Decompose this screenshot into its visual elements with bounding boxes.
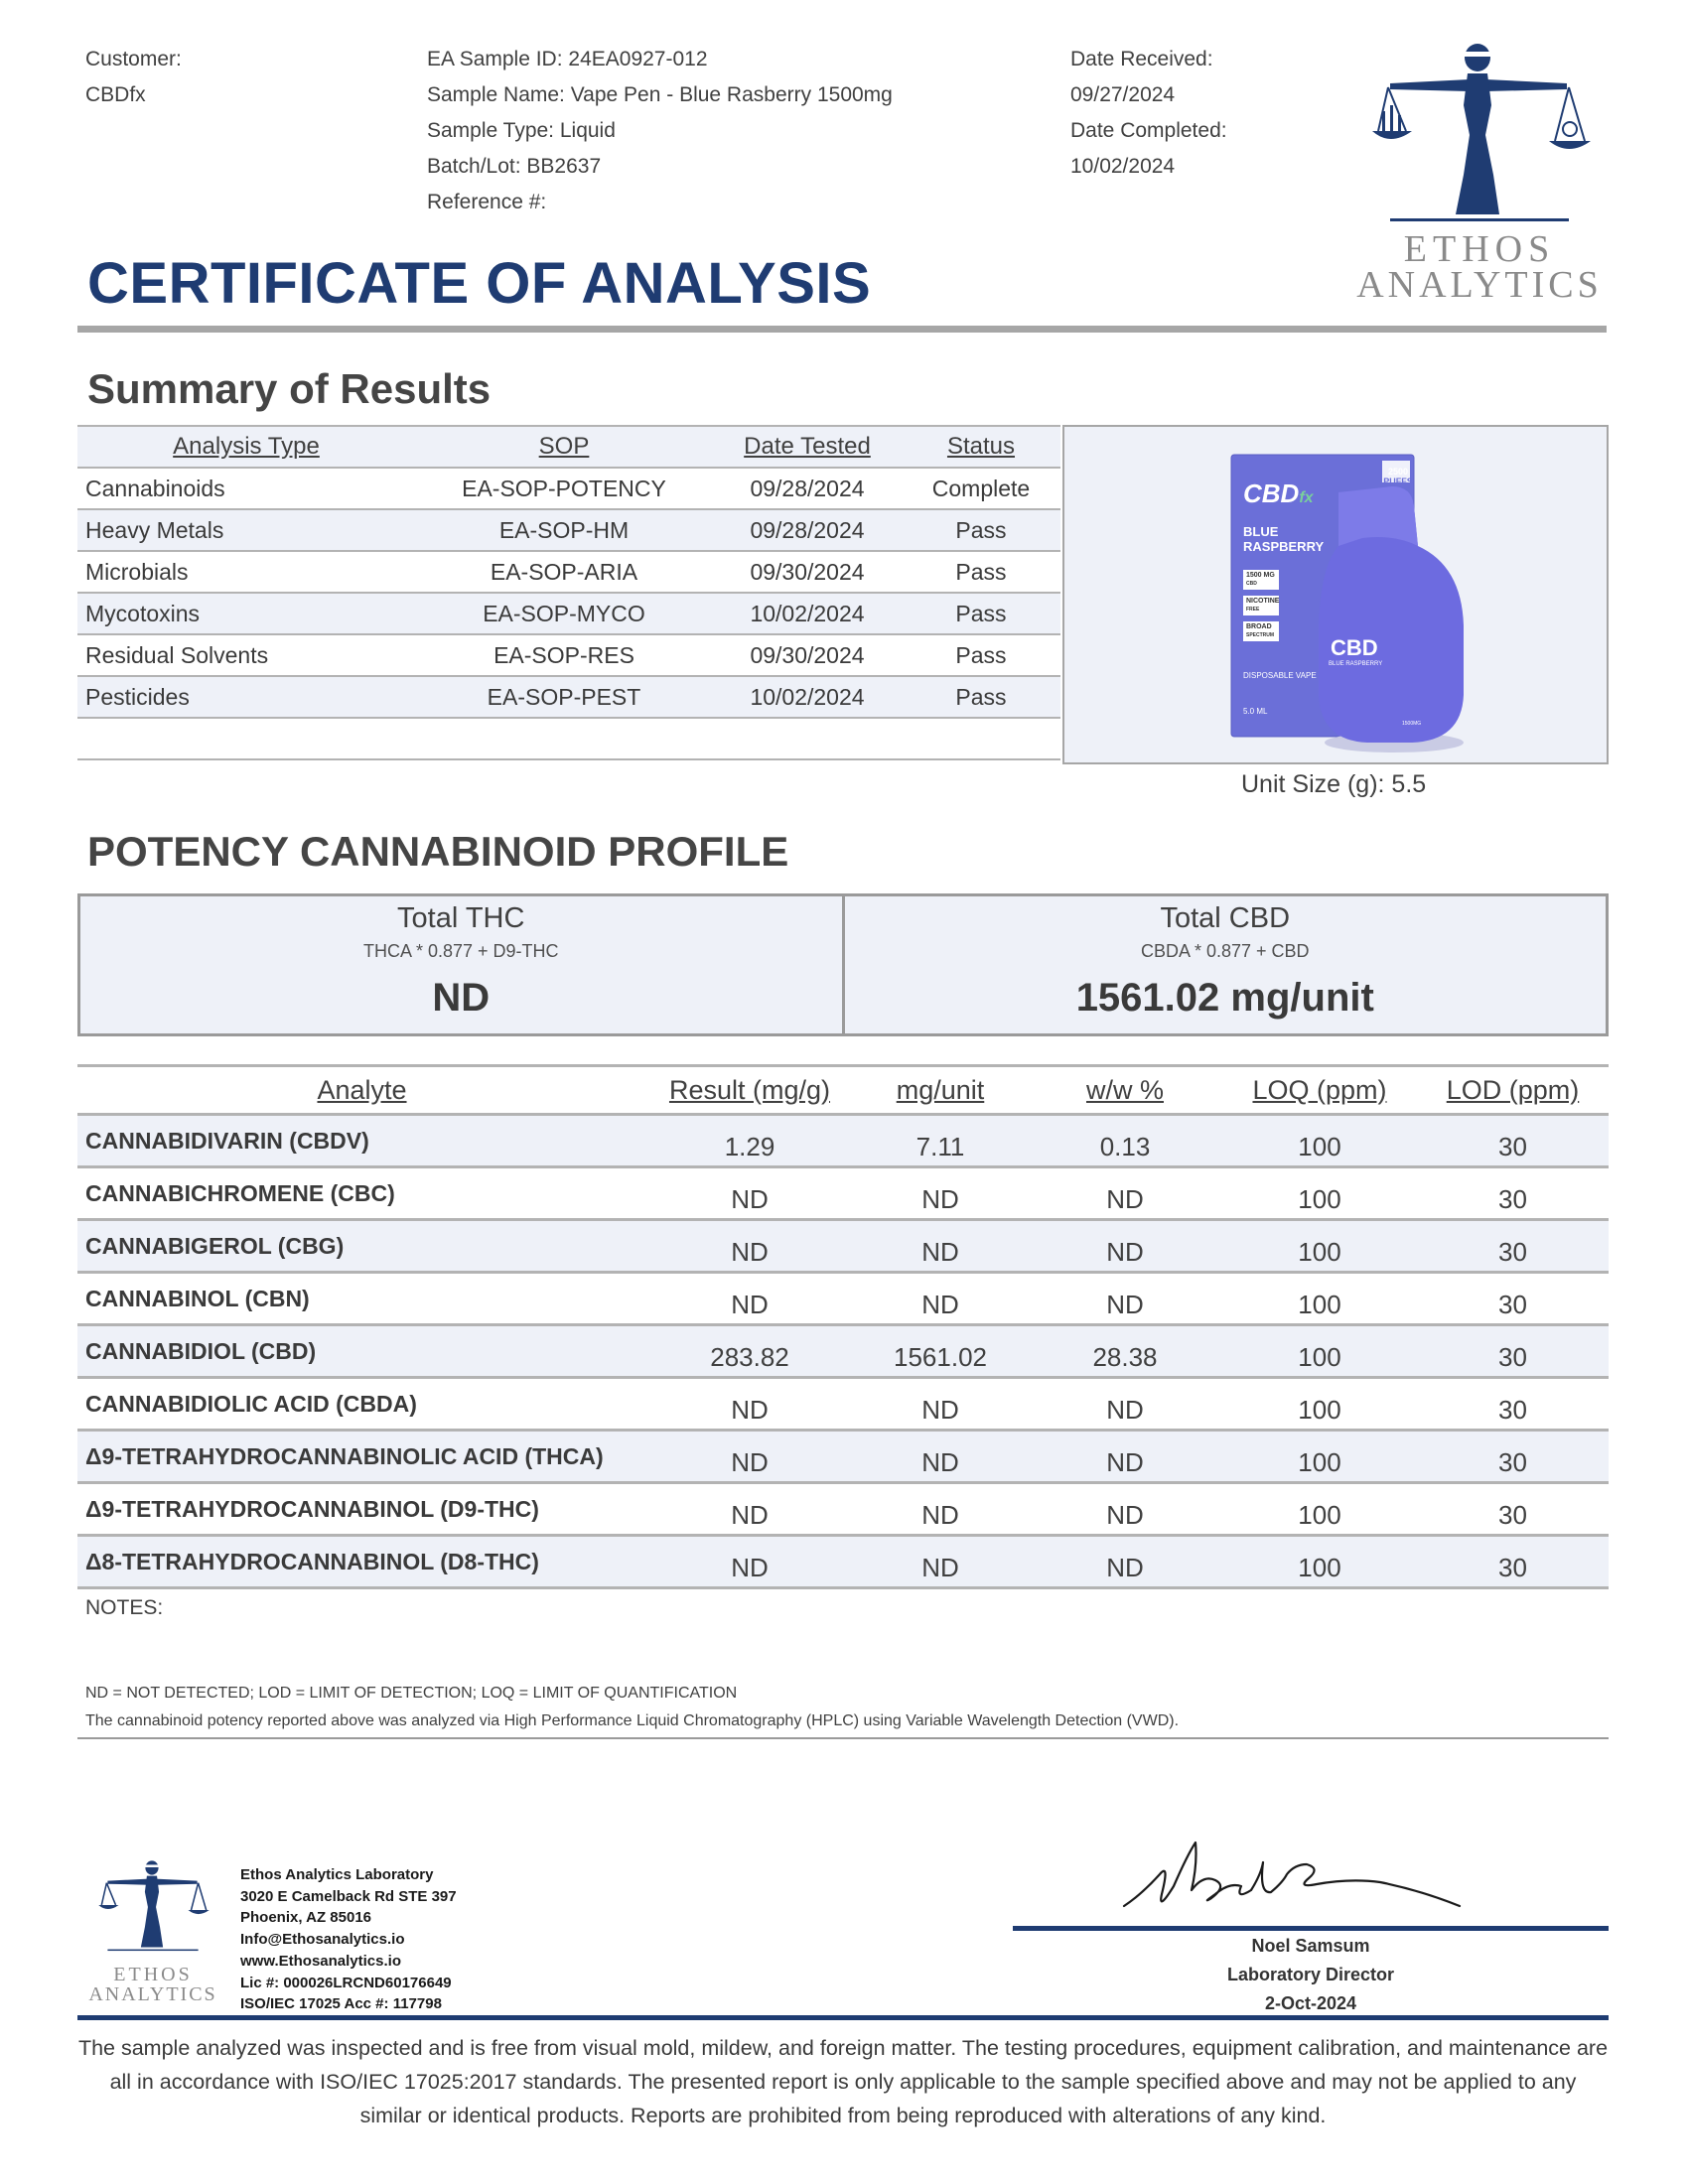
analyte-name: CANNABIGEROL (CBG) bbox=[85, 1232, 345, 1259]
footer-logo-ethos: ETHOS bbox=[113, 1964, 193, 1985]
lod-cell: 30 bbox=[1498, 1552, 1527, 1582]
result-cell: 1.29 bbox=[724, 1131, 775, 1161]
analyte-name: CANNABIDIOL (CBD) bbox=[85, 1337, 317, 1364]
logo-text-ethos: ETHOS bbox=[1403, 228, 1556, 270]
sample-id: EA Sample ID: 24EA0927-012 bbox=[427, 48, 708, 70]
summary-row bbox=[77, 635, 1060, 677]
lod-cell: 30 bbox=[1498, 1131, 1527, 1161]
result-cell: ND bbox=[731, 1236, 769, 1267]
analyte-name: Δ9-TETRAHYDROCANNABINOL (D9-THC) bbox=[85, 1495, 539, 1522]
product-tags: 1500 MG CBD NICOTINE FREE BROAD SPECTRUM bbox=[1243, 570, 1279, 641]
loq-cell: 100 bbox=[1298, 1446, 1341, 1477]
total-thc-cell bbox=[80, 896, 842, 1033]
footer-logo-analytics: ANALYTICS bbox=[88, 1983, 217, 2005]
summary-heading: Summary of Results bbox=[87, 365, 492, 412]
signer-date: 2-Oct-2024 bbox=[1264, 1993, 1357, 2013]
sample-name: Sample Name: Vape Pen - Blue Rasberry 1500mg bbox=[427, 83, 893, 106]
total-cbd-value: 1561.02 mg/unit bbox=[1075, 976, 1374, 1020]
date-tested-cell: 09/30/2024 bbox=[750, 558, 865, 585]
total-cbd-cell bbox=[842, 896, 1607, 1033]
lod-cell: 30 bbox=[1498, 1183, 1527, 1214]
col-lod: LOD (ppm) bbox=[1446, 1074, 1580, 1105]
mg-unit-cell: 1561.02 bbox=[894, 1341, 987, 1372]
loq-cell: 100 bbox=[1298, 1394, 1341, 1425]
product-flavor: BLUE RASPBERRY bbox=[1243, 524, 1325, 554]
product-brand: CBDfx bbox=[1243, 478, 1314, 508]
summary-blank-row bbox=[77, 719, 1060, 760]
col-loq: LOQ (ppm) bbox=[1252, 1074, 1387, 1105]
analyte-row bbox=[77, 1221, 1609, 1274]
analyte-row bbox=[77, 1274, 1609, 1326]
mg-unit-cell: ND bbox=[921, 1552, 959, 1582]
analyte-name: CANNABIDIOLIC ACID (CBDA) bbox=[85, 1390, 417, 1417]
sample-block bbox=[427, 42, 893, 220]
result-cell: ND bbox=[731, 1394, 769, 1425]
unit-size: Unit Size (g): 5.5 bbox=[1241, 770, 1427, 798]
date-received-label: Date Received: bbox=[1070, 48, 1213, 70]
lod-cell: 30 bbox=[1498, 1394, 1527, 1425]
mg-unit-cell: ND bbox=[921, 1499, 959, 1530]
notes-label: NOTES: bbox=[85, 1596, 164, 1619]
device-mg: 1500MG bbox=[1402, 721, 1422, 727]
col-analyte: Analyte bbox=[317, 1074, 407, 1105]
result-cell: ND bbox=[731, 1289, 769, 1319]
lod-cell: 30 bbox=[1498, 1446, 1527, 1477]
customer-block bbox=[85, 42, 182, 113]
total-thc-value: ND bbox=[432, 976, 491, 1020]
col-ww-percent: w/w % bbox=[1085, 1074, 1164, 1105]
lod-cell: 30 bbox=[1498, 1289, 1527, 1319]
vape-product-illustration bbox=[1064, 427, 1607, 762]
ww-cell: ND bbox=[1106, 1446, 1144, 1477]
potency-totals bbox=[77, 893, 1609, 1036]
status-cell: Pass bbox=[955, 558, 1007, 585]
sop-cell: EA-SOP-POTENCY bbox=[462, 475, 666, 501]
analyte-header-row bbox=[77, 1064, 1609, 1116]
status-cell: Pass bbox=[955, 641, 1007, 668]
lab-website[interactable]: www.Ethosanalytics.io bbox=[240, 1952, 401, 1970]
footnote-method: The cannabinoid potency reported above was analyzed via High Performance Liquid Chromatography (HPLC) using Variable Wavelength Detection (VWD). bbox=[85, 1712, 1180, 1729]
lab-license: Lic #: 000026LRCND60176649 bbox=[240, 1974, 452, 1991]
status-cell: Complete bbox=[931, 475, 1031, 501]
mg-unit-cell: ND bbox=[921, 1394, 959, 1425]
analyte-row bbox=[77, 1116, 1609, 1168]
signature-line bbox=[1013, 1926, 1609, 1931]
reference-number: Reference #: bbox=[427, 191, 547, 213]
footnote-abbreviations: ND = NOT DETECTED; LOD = LIMIT OF DETECTION; LOQ = LIMIT OF QUANTIFICATION bbox=[85, 1685, 738, 1702]
lab-address-2: Phoenix, AZ 85016 bbox=[240, 1909, 371, 1927]
ww-cell: 0.13 bbox=[1099, 1131, 1151, 1161]
analysis-type-cell: Pesticides bbox=[85, 683, 190, 710]
analysis-type-cell: Cannabinoids bbox=[85, 475, 225, 501]
result-cell: ND bbox=[731, 1499, 769, 1530]
signature bbox=[1112, 1835, 1470, 1924]
col-analysis-type: Analysis Type bbox=[173, 433, 320, 460]
analyte-name: Δ9-TETRAHYDROCANNABINOLIC ACID (THCA) bbox=[85, 1442, 604, 1469]
ww-cell: ND bbox=[1106, 1394, 1144, 1425]
analyte-row bbox=[77, 1484, 1609, 1537]
total-cbd-formula: CBDA * 0.877 + CBD bbox=[1140, 941, 1310, 961]
notes-divider bbox=[77, 1737, 1609, 1739]
loq-cell: 100 bbox=[1298, 1499, 1341, 1530]
mg-unit-cell: ND bbox=[921, 1236, 959, 1267]
page-title: CERTIFICATE OF ANALYSIS bbox=[87, 251, 872, 316]
signer-block bbox=[1013, 1932, 1609, 2018]
analyte-name: CANNABICHROMENE (CBC) bbox=[85, 1179, 395, 1206]
analyte-row bbox=[77, 1537, 1609, 1589]
summary-header-row bbox=[77, 425, 1060, 469]
product-image bbox=[1062, 425, 1609, 764]
footer-divider bbox=[77, 2015, 1609, 2020]
signature-scribble bbox=[1112, 1835, 1470, 1924]
date-tested-cell: 10/02/2024 bbox=[750, 600, 865, 626]
date-received: 09/27/2024 bbox=[1070, 83, 1176, 106]
logo-text-analytics: ANALYTICS bbox=[1356, 264, 1603, 306]
loq-cell: 100 bbox=[1298, 1341, 1341, 1372]
ww-cell: ND bbox=[1106, 1499, 1144, 1530]
ww-cell: ND bbox=[1106, 1183, 1144, 1214]
lab-iso: ISO/IEC 17025 Acc #: 117798 bbox=[240, 1995, 442, 2013]
date-tested-cell: 09/28/2024 bbox=[750, 516, 865, 543]
potency-heading: POTENCY CANNABINOID PROFILE bbox=[87, 828, 789, 875]
lab-contact bbox=[240, 1864, 457, 2015]
sop-cell: EA-SOP-ARIA bbox=[490, 558, 638, 585]
analyte-name: Δ8-TETRAHYDROCANNABINOL (D8-THC) bbox=[85, 1548, 539, 1574]
summary-table bbox=[77, 425, 1060, 760]
product-volume: 5.0 ML bbox=[1243, 707, 1268, 716]
lod-cell: 30 bbox=[1498, 1499, 1527, 1530]
sop-cell: EA-SOP-RES bbox=[493, 641, 634, 668]
loq-cell: 100 bbox=[1298, 1236, 1341, 1267]
status-cell: Pass bbox=[955, 683, 1007, 710]
loq-cell: 100 bbox=[1298, 1552, 1341, 1582]
loq-cell: 100 bbox=[1298, 1289, 1341, 1319]
product-type: DISPOSABLE VAPE bbox=[1243, 671, 1317, 680]
signer-title: Laboratory Director bbox=[1226, 1965, 1395, 1984]
title-divider bbox=[77, 326, 1607, 333]
col-sop: SOP bbox=[538, 433, 590, 460]
sop-cell: EA-SOP-PEST bbox=[487, 683, 641, 710]
date-completed: 10/02/2024 bbox=[1070, 155, 1176, 178]
ww-cell: ND bbox=[1106, 1552, 1144, 1582]
sop-cell: EA-SOP-MYCO bbox=[483, 600, 645, 626]
summary-row bbox=[77, 469, 1060, 510]
analyte-table bbox=[77, 1064, 1609, 1589]
status-cell: Pass bbox=[955, 516, 1007, 543]
disclaimer-text: The sample analyzed was inspected and is free from visual mold, mildew, and foreign matter. The testing procedures, equipment calibration, and maintenance are all in accordance with ISO/IEC 17025:2017 standards. The presented report is only applicable to the sample specified above and may not be applied to any similar or identical products. Reports are prohibited from being reproduced with alterations of any kind. bbox=[77, 2036, 1609, 2127]
result-cell: ND bbox=[731, 1446, 769, 1477]
lod-cell: 30 bbox=[1498, 1236, 1527, 1267]
analysis-type-cell: Residual Solvents bbox=[85, 641, 269, 668]
total-cbd-label: Total CBD bbox=[1160, 902, 1291, 934]
summary-row bbox=[77, 510, 1060, 552]
lod-cell: 30 bbox=[1498, 1341, 1527, 1372]
summary-row bbox=[77, 552, 1060, 594]
analyte-row bbox=[77, 1326, 1609, 1379]
loq-cell: 100 bbox=[1298, 1131, 1341, 1161]
mg-unit-cell: ND bbox=[921, 1446, 959, 1477]
result-cell: ND bbox=[731, 1183, 769, 1214]
sample-type: Sample Type: Liquid bbox=[427, 119, 616, 142]
mg-unit-cell: ND bbox=[921, 1289, 959, 1319]
analysis-type-cell: Mycotoxins bbox=[85, 600, 201, 626]
result-cell: 283.82 bbox=[710, 1341, 789, 1372]
ww-cell: ND bbox=[1106, 1289, 1144, 1319]
lab-email[interactable]: Info@Ethosanalytics.io bbox=[240, 1931, 405, 1949]
col-status: Status bbox=[946, 433, 1016, 460]
ww-cell: 28.38 bbox=[1092, 1341, 1158, 1372]
lab-name: Ethos Analytics Laboratory bbox=[240, 1866, 434, 1883]
ww-cell: ND bbox=[1106, 1236, 1144, 1267]
status-cell: Pass bbox=[955, 600, 1007, 626]
analyte-name: CANNABINOL (CBN) bbox=[85, 1285, 310, 1311]
date-tested-cell: 10/02/2024 bbox=[750, 683, 865, 710]
result-cell: ND bbox=[731, 1552, 769, 1582]
date-completed-label: Date Completed: bbox=[1070, 119, 1227, 142]
product-puffs: 2500 PUFFS bbox=[1383, 467, 1413, 486]
col-result: Result (mg/g) bbox=[668, 1074, 831, 1105]
date-tested-cell: 09/28/2024 bbox=[750, 475, 865, 501]
analyte-row bbox=[77, 1168, 1609, 1221]
customer-label: Customer: bbox=[85, 48, 182, 70]
lady-justice-icon bbox=[1331, 36, 1628, 234]
lab-address-1: 3020 E Camelback Rd STE 397 bbox=[240, 1887, 457, 1905]
mg-unit-cell: 7.11 bbox=[915, 1131, 965, 1161]
device-flavor: BLUE RASPBERRY bbox=[1329, 661, 1383, 667]
lady-justice-small-icon bbox=[77, 1852, 228, 1962]
loq-cell: 100 bbox=[1298, 1183, 1341, 1214]
device-brand: CBD bbox=[1331, 635, 1378, 660]
total-thc-formula: THCA * 0.877 + D9-THC bbox=[362, 941, 559, 961]
summary-row bbox=[77, 594, 1060, 635]
col-date-tested: Date Tested bbox=[744, 433, 871, 460]
mg-unit-cell: ND bbox=[921, 1183, 959, 1214]
signer-name: Noel Samsum bbox=[1251, 1936, 1370, 1956]
total-thc-label: Total THC bbox=[397, 902, 525, 934]
analysis-type-cell: Heavy Metals bbox=[85, 516, 224, 543]
analyte-row bbox=[77, 1432, 1609, 1484]
batch-lot: Batch/Lot: BB2637 bbox=[427, 155, 602, 178]
customer-name: CBDfx bbox=[85, 83, 146, 106]
col-mg-unit: mg/unit bbox=[896, 1074, 985, 1105]
dates-block bbox=[1070, 42, 1227, 185]
ethos-logo bbox=[1331, 36, 1628, 314]
analyte-name: CANNABIDIVARIN (CBDV) bbox=[85, 1127, 369, 1154]
summary-row bbox=[77, 677, 1060, 719]
analysis-type-cell: Microbials bbox=[85, 558, 189, 585]
footer-logo bbox=[77, 1852, 228, 2011]
analyte-row bbox=[77, 1379, 1609, 1432]
date-tested-cell: 09/30/2024 bbox=[750, 641, 865, 668]
sop-cell: EA-SOP-HM bbox=[498, 516, 630, 543]
